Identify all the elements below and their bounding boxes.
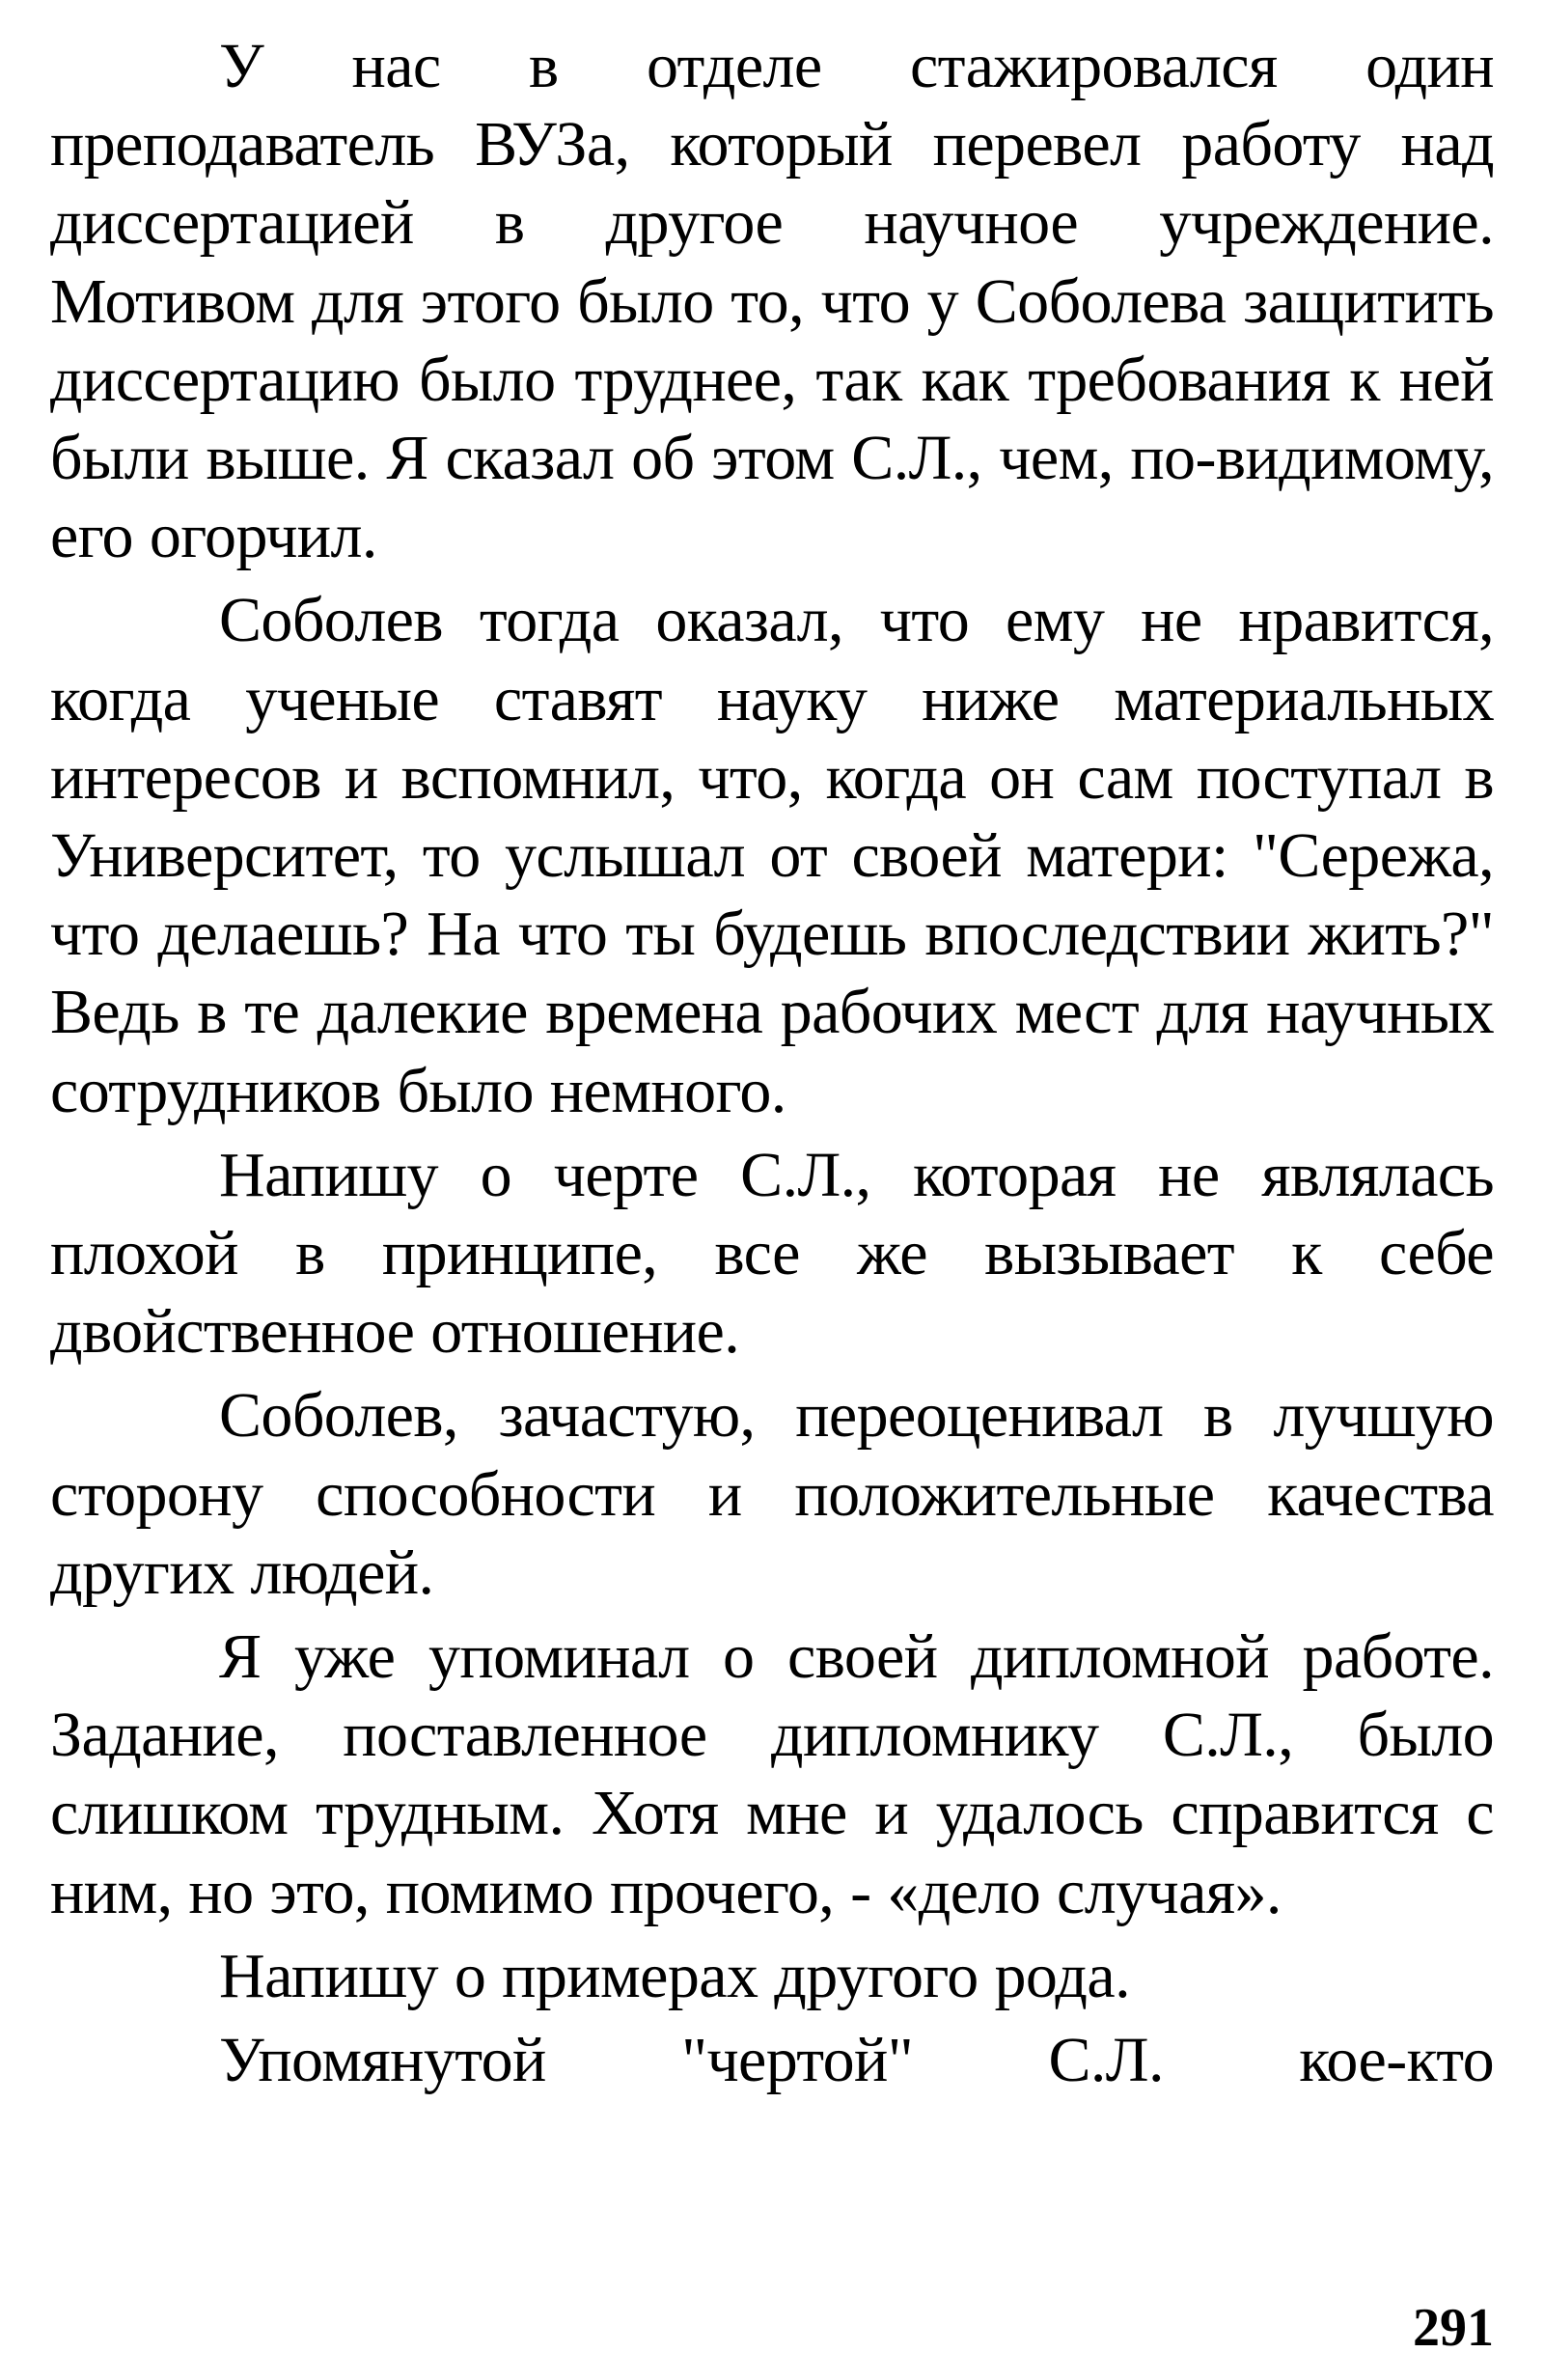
- paragraph-4: Соболев, зачастую, переоценивал в лучшую сторону способности и положительные качества других людей.: [50, 1380, 1494, 1608]
- paragraph-6: Напишу о примерах другого рода.: [219, 1940, 1130, 2011]
- page-number: 291: [1413, 2298, 1494, 2358]
- paragraph-3: Напишу о черте С.Л., которая не являлась плохой в принципе, все же вызывает к себе двойственное отношение.: [50, 1139, 1494, 1368]
- document-page: [50, 27, 1494, 2343]
- paragraph-2: Соболев тогда оказал, что ему не нравится, когда ученые ставят науку ниже материальных интересов и вспомнил, что, когда он сам поступал в Университет, то услышал от своей матери: "Сережа, что делаешь? На что ты будешь впоследствии жить?" Ведь в те далекие времена рабочих мест для научных сотрудников было немного.: [50, 585, 1494, 1126]
- paragraph-5: Я уже упоминал о своей дипломной работе. Задание, поставленное дипломнику С.Л., было слишком трудным. Хотя мне и удалось справится с ним, но это, помимо прочего, - «дело случая».: [50, 1621, 1494, 1927]
- paragraph-7: Упомянутой "чертой" С.Л. кое-кто: [219, 2025, 1494, 2096]
- paragraph-1: У нас в отделе стажировался один преподаватель ВУЗа, который перевел работу над диссертацией в другое научное учреждение. Мотивом для этого было то, что у Соболева защитить диссертацию было труднее, так как требования к ней были выше. Я сказал об этом С.Л., чем, по-видимому, его огорчил.: [50, 31, 1494, 572]
